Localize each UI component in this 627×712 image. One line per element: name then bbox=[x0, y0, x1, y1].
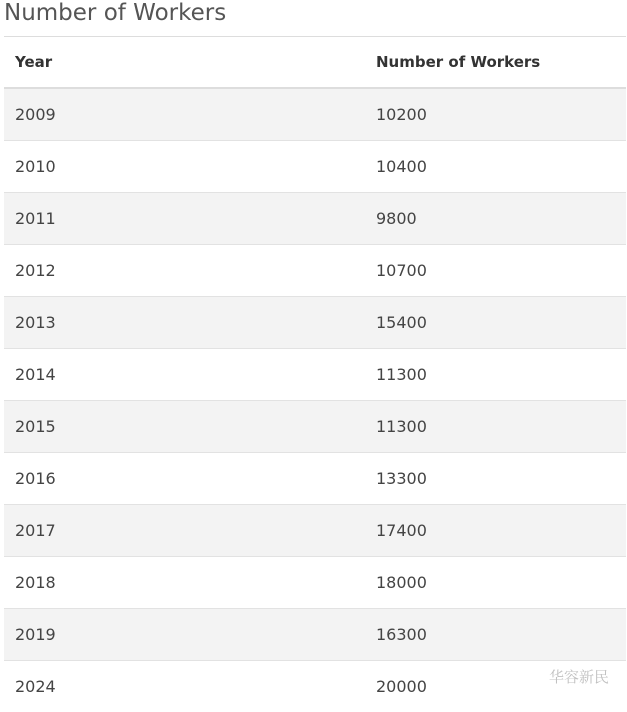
workers-cell: 10200 bbox=[365, 88, 626, 141]
workers-table bbox=[4, 36, 626, 712]
table-title: Number of Workers bbox=[4, 0, 226, 29]
year-cell: 2019 bbox=[4, 609, 365, 661]
table-row bbox=[4, 349, 626, 401]
header-row bbox=[4, 37, 626, 89]
workers-cell: 17400 bbox=[365, 505, 626, 557]
year-cell: 2013 bbox=[4, 297, 365, 349]
table-row bbox=[4, 401, 626, 453]
year-cell: 2014 bbox=[4, 349, 365, 401]
workers-cell: 11300 bbox=[365, 401, 626, 453]
table-row bbox=[4, 453, 626, 505]
workers-cell: 20000 bbox=[365, 661, 626, 712]
table-row bbox=[4, 193, 626, 245]
year-cell: 2017 bbox=[4, 505, 365, 557]
year-cell: 2015 bbox=[4, 401, 365, 453]
table-row bbox=[4, 245, 626, 297]
year-cell: 2024 bbox=[4, 661, 365, 712]
table-row bbox=[4, 661, 626, 712]
year-cell: 2016 bbox=[4, 453, 365, 505]
column-header-workers: Number of Workers bbox=[365, 37, 626, 89]
table-header bbox=[4, 37, 626, 89]
watermark-text: 华容新民 bbox=[549, 668, 609, 686]
table-body bbox=[4, 88, 626, 712]
workers-cell: 9800 bbox=[365, 193, 626, 245]
table-row bbox=[4, 609, 626, 661]
table-row bbox=[4, 141, 626, 193]
table-row bbox=[4, 557, 626, 609]
year-cell: 2012 bbox=[4, 245, 365, 297]
workers-cell: 10700 bbox=[365, 245, 626, 297]
table-row bbox=[4, 505, 626, 557]
year-cell: 2010 bbox=[4, 141, 365, 193]
table-row bbox=[4, 88, 626, 141]
workers-cell: 16300 bbox=[365, 609, 626, 661]
year-cell: 2018 bbox=[4, 557, 365, 609]
table-row bbox=[4, 297, 626, 349]
workers-cell: 11300 bbox=[365, 349, 626, 401]
workers-cell: 10400 bbox=[365, 141, 626, 193]
year-cell: 2011 bbox=[4, 193, 365, 245]
column-header-year: Year bbox=[4, 37, 365, 89]
watermark-seal bbox=[549, 666, 615, 688]
workers-cell: 18000 bbox=[365, 557, 626, 609]
workers-cell: 13300 bbox=[365, 453, 626, 505]
workers-cell: 15400 bbox=[365, 297, 626, 349]
year-cell: 2009 bbox=[4, 88, 365, 141]
